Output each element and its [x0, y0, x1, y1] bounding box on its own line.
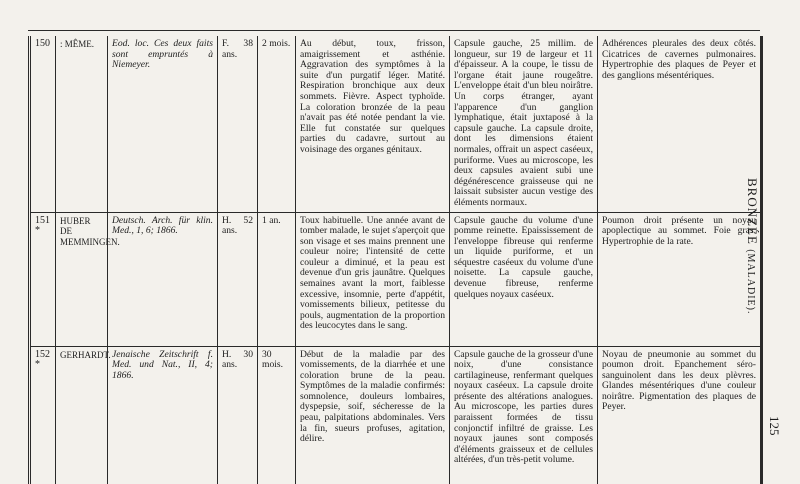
case-source: Eod. loc. Ces deux faits sont empruntés à Niemeyer.: [108, 36, 218, 212]
case-symptoms: Toux habituelle. Une année avant de tomber malade, le sujet s'aperçoit que son visage et ses mains prennent une couleur noire; l'intensité de cette couleur a diminué, et la peau est devenue d'un gris jaunâtre. Quelques semaines avant la mort, faiblesse excessive, insomnie, perte d'appétit, vomissements bilieux, petitesse du pouls, augmentation de la proportion des leucocytes dans le sang.: [296, 212, 450, 346]
case-duration: 2 mois.: [258, 36, 296, 212]
page-number: 125: [767, 416, 782, 436]
case-duration: 1 an.: [258, 212, 296, 346]
case-lesions: Noyau de pneumonie au sommet du poumon droit. Epanchement séro-sanguinolent dans les deux plèvres. Glandes mésentériques d'une couleur noirâtre. Pigmentation des plaques de Peyer.: [598, 346, 762, 484]
table-row: [30, 212, 762, 346]
case-source: Jenaische Zeitschrift f. Med. und Nat., II, 4; 1866.: [108, 346, 218, 484]
case-source: Deutsch. Arch. für klin. Med., 1, 6; 1866.: [108, 212, 218, 346]
case-number: 150: [30, 36, 56, 212]
case-author: HUBER DE MEMMINGEN.: [56, 212, 108, 346]
table-row: [30, 36, 762, 212]
running-head: [744, 178, 760, 315]
case-number: 152 *: [30, 346, 56, 484]
case-author: : MÊME.: [56, 36, 108, 212]
case-duration: 30 mois.: [258, 346, 296, 484]
case-sex-age: H. 30 ans.: [218, 346, 258, 484]
case-symptoms: Au début, toux, frisson, amaigrissement et asthénie. Aggravation des symptômes à la suite d'un purgatif léger. Matité. Respiration bronchique aux deux sommets. Fièvre. Aspect typhoïde. La coloration bronzée de la peau n'avait pas été notée pendant la vie. Elle fut constatée sur quelques parties du cadavre, surtout au voisinage des organes génitaux.: [296, 36, 450, 212]
case-lesions: Poumon droit présente un noyau apoplectique au sommet. Foie gras. Hypertrophie de la rate.: [598, 212, 762, 346]
case-sex-age: F. 38 ans.: [218, 36, 258, 212]
case-lesions: Adhérences pleurales des deux côtés. Cicatrices de cavernes pulmonaires. Hypertrophie des plaques de Peyer et des ganglions mésentériques.: [598, 36, 762, 212]
case-sex-age: H. 52 ans.: [218, 212, 258, 346]
running-head-title: BRONZÉE: [745, 178, 760, 245]
running-head-subtitle: (MALADIE).: [745, 249, 756, 315]
case-capsules: Capsule gauche de la grosseur d'une noix, d'une consistance cartilagineuse, renfermant quelques noyaux caséeux. La capsule droite présente des altérations analogues. Au microscope, les parties dures paraissent formées de tissu conjonctif infiltré de graisse. Les noyaux jaunes sont composés d'éléments graisseux et de cellules altérées, d'un très-petit volume.: [450, 346, 598, 484]
case-capsules: Capsule gauche du volume d'une pomme reinette. Epaississement de l'enveloppe fibreuse qui renferme un liquide puriforme, et un séquestre caséeux du volume d'une noisette. La capsule gauche, devenue fibreuse, renferme quelques noyaux caséeux.: [450, 212, 598, 346]
case-table: [28, 36, 763, 484]
case-symptoms: Début de la maladie par des vomissements, de la diarrhée et une coloration brune de la peau. Symptômes de la maladie confirmés: somnolence, douleurs lombaires, dyspepsie, soif, sécheresse de la peau, palpitations abdominales. Vers la fin, sueurs profuses, agitation, délire.: [296, 346, 450, 484]
case-number: 151 *: [30, 212, 56, 346]
table-row: [30, 346, 762, 484]
case-capsules: Capsule gauche, 25 millim. de longueur, sur 19 de largeur et 11 d'épaisseur. A la coupe, le tissu de l'organe était jaune rougeâtre. L'enveloppe était d'un bleu noirâtre. Un corps étranger, ayant l'apparence d'un ganglion lymphatique, était juxtaposé à la capsule gauche. La capsule droite, dont les dimensions étaient normales, offrait un aspect caséeux, puriforme. Vues au microscope, les deux capsules avaient subi une dégénérescence graisseuse qui ne laissait subsister aucun vestige des éléments normaux.: [450, 36, 598, 212]
top-rule: [28, 30, 760, 31]
case-author: GERHARDT.: [56, 346, 108, 484]
